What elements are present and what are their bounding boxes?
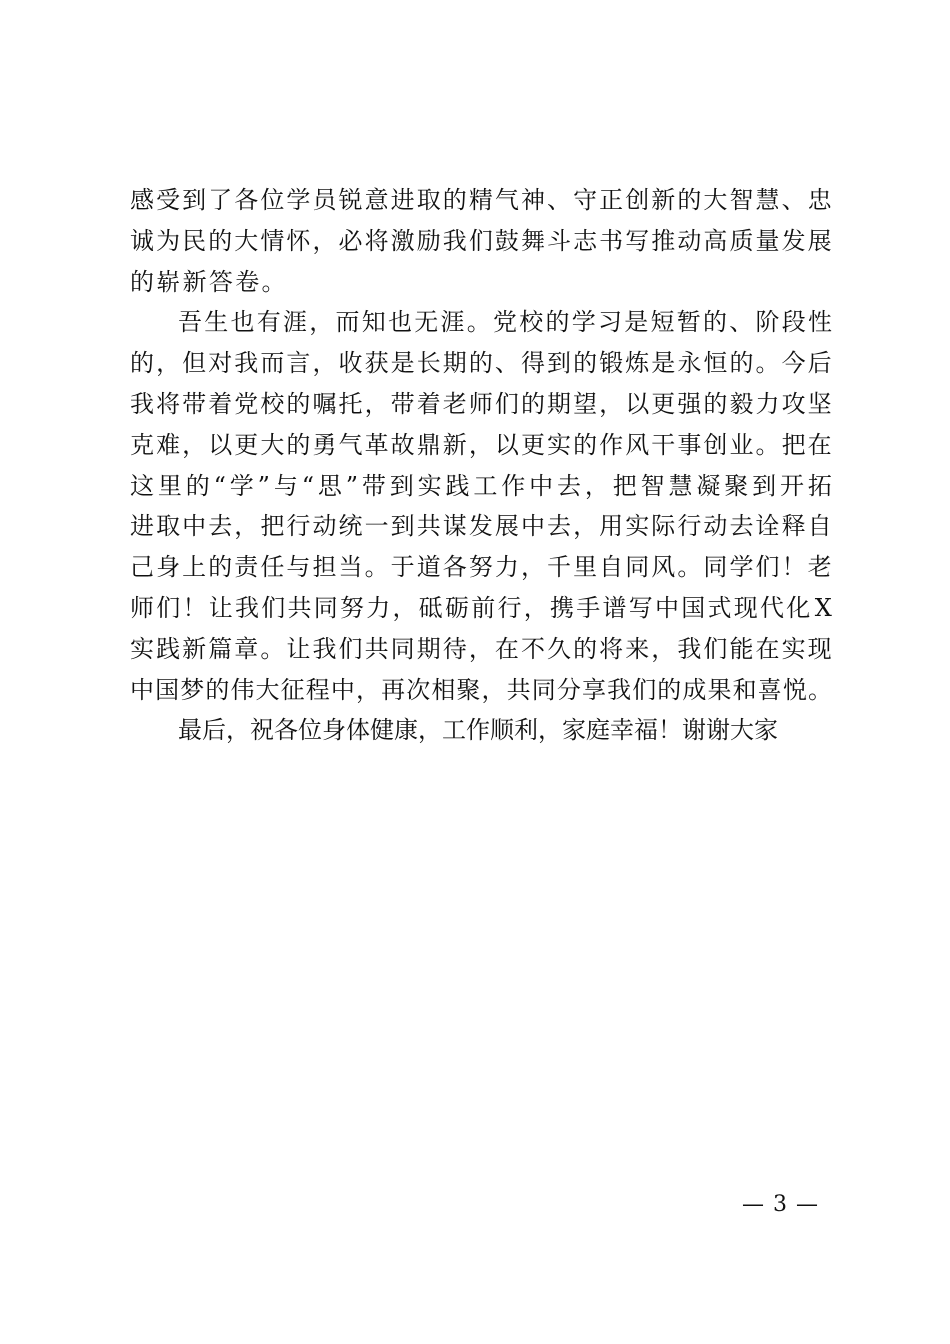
body-text xyxy=(130,180,832,751)
text-line: 的 ， 但 对 我 而 言 ， 收 获 是 长 期 的 、 得 到 的 锻 炼 是 永 恒 的 。 今 后 xyxy=(130,349,832,378)
text-line: 克 难 ， 以 更 大 的 勇 气 革 故 鼎 新 ， 以 更 实 的 作 风 干 事 创 业 。 把 在 xyxy=(130,430,832,459)
text-line: 实 践 新 篇 章 。 让 我 们 共 同 期 待 ， 在 不 久 的 将 来 ， 我 们 能 在 实 现 xyxy=(130,634,832,663)
text-line: 我 将 带 着 党 校 的 嘱 托 ， 带 着 老 师 们 的 期 望 ， 以 更 强 的 毅 力 攻 坚 xyxy=(130,389,832,418)
text-line: 诚 为 民 的 大 情 怀 ， 必 将 激 励 我 们 鼓 舞 斗 志 书 写 推 动 高 质 量 发 展 xyxy=(130,226,832,255)
text-line: 己 身 上 的 责 任 与 担 当 。 于 道 各 努 力 ， 千 里 自 同 风 。 同 学 们 ！ 老 xyxy=(130,553,832,582)
text-line: 感 受 到 了 各 位 学 员 锐 意 进 取 的 精 气 神 、 守 正 创 新 的 大 智 慧 、 忠 xyxy=(130,186,832,214)
text-line: 这 里 的 “ 学 ” 与 “ 思 ” 带 到 实 践 工 作 中 去 ， 把 智 慧 凝 聚 到 开 拓 xyxy=(130,471,832,500)
text-line: 的崭新答卷。 xyxy=(130,267,288,296)
text-line: 师 们 ！ 让 我 们 共 同 努 力 ， 砥 砺 前 行 ， 携 手 谱 写 中 国 式 现 代 化 X xyxy=(130,593,832,622)
text-line: 最后，祝各位身体健康，工作顺利，家庭幸福！谢谢大家 xyxy=(178,716,778,745)
text-line: 中 国 梦 的 伟 大 征 程 中 ， 再 次 相 聚 ， 共 同 分 享 我 们 的 成 果 和 喜 悦 。 xyxy=(130,675,832,704)
text-line: 进 取 中 去 ， 把 行 动 统 一 到 共 谋 发 展 中 去 ， 用 实 际 行 动 去 诠 释 自 xyxy=(130,512,832,541)
text-line: 吾 生 也 有 涯 ， 而 知 也 无 涯 。 党 校 的 学 习 是 短 暂 的 、 阶 段 性 xyxy=(178,308,832,337)
page-number: — 3 — xyxy=(742,1192,819,1217)
